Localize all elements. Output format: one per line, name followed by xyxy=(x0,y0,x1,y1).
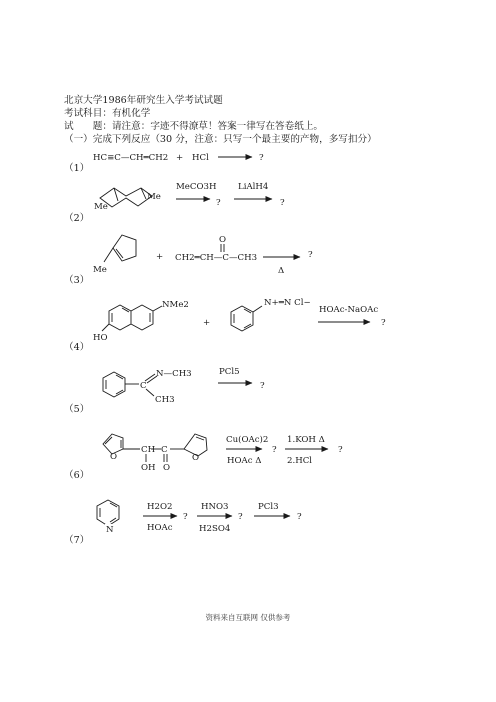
carbon-label: C xyxy=(140,381,147,391)
plus-sign-4: + xyxy=(203,318,211,328)
group-ho: HO xyxy=(93,333,108,343)
question-number-7: （7） xyxy=(64,535,90,546)
reagent-7b-bottom: H2SO4 xyxy=(199,524,231,534)
condition-heat: Δ xyxy=(278,266,285,276)
reagent-6a-bottom: HOAc Δ xyxy=(227,456,262,466)
reagent-4: HOAc-NaOAc xyxy=(319,305,379,315)
product-6b: ? xyxy=(338,445,343,455)
question-number-6: （6） xyxy=(64,470,90,481)
reagent-7c-top: PCl3 xyxy=(258,502,279,512)
diazonium-group: N+═N Cl− xyxy=(264,298,311,308)
page-footer: 资料来自互联网 仅供参考 xyxy=(205,613,291,622)
plus-sign-1: + xyxy=(176,153,184,163)
exam-subject: 考试科目：有机化学 xyxy=(64,108,151,119)
cyclopentene-ring xyxy=(113,235,136,261)
group-nme2: NMe2 xyxy=(162,300,189,310)
reagent-7b-top: HNO3 xyxy=(201,502,229,512)
reaction-5 xyxy=(103,367,265,405)
reagent-6b-top: 1.KOH Δ xyxy=(287,435,325,445)
substituent-me: Me xyxy=(93,265,107,275)
reaction-1 xyxy=(93,153,264,163)
product-5: ? xyxy=(260,381,265,391)
question-number-4: （4） xyxy=(64,342,90,353)
c-label: C xyxy=(161,445,168,455)
carbonyl-oxygen: O xyxy=(219,235,227,245)
ch-label: CH xyxy=(141,445,156,455)
reagent-1: HCl xyxy=(192,153,209,163)
reagent-7a-top: H2O2 xyxy=(147,502,173,512)
product-2b: ? xyxy=(280,198,285,208)
reagent-2b: LiAlH4 xyxy=(238,182,269,192)
product-2a: ? xyxy=(216,198,221,208)
product-7c: ? xyxy=(297,512,302,522)
question-number-1: （1） xyxy=(64,163,90,174)
pyridine-nitrogen: N xyxy=(106,525,114,535)
furan-oxygen-left: O xyxy=(110,452,118,462)
product-4: ? xyxy=(381,318,386,328)
product-3: ? xyxy=(308,250,313,260)
question-number-5: （5） xyxy=(64,404,90,415)
reagent-7a-bottom: HOAc xyxy=(147,523,173,533)
product-7a: ? xyxy=(183,512,188,522)
furan-oxygen-right: O xyxy=(192,453,200,463)
hydroxyl-group: OH xyxy=(141,463,156,473)
reaction-3 xyxy=(93,235,313,276)
question-number-3: （3） xyxy=(64,275,90,286)
reagent-6b-bottom: 2.HCl xyxy=(287,456,313,466)
dienophile: CH2═CH—C—CH3 xyxy=(175,253,258,263)
group-ch3: CH3 xyxy=(155,395,175,405)
reactant-1: HC≡C—CH═CH2 xyxy=(93,153,169,163)
reaction-7 xyxy=(97,500,302,535)
exam-note: 试 题：请注意：字迹不得潦草！答案一律写在答卷纸上。 xyxy=(64,121,324,132)
carbonyl-oxygen: O xyxy=(163,463,171,473)
substituent-me-2: Me xyxy=(94,202,108,212)
substituent-me-1: Me xyxy=(147,192,161,202)
reagent-5: PCl5 xyxy=(219,367,240,377)
reaction-6 xyxy=(103,434,343,473)
furan-ring-left xyxy=(103,434,123,454)
reagent-6a-top: Cu(OAc)2 xyxy=(226,435,269,445)
group-n-ch3: N—CH3 xyxy=(156,369,192,379)
product-1: ? xyxy=(259,153,264,163)
reagent-2a: MeCO3H xyxy=(176,182,217,192)
product-6a: ? xyxy=(272,445,277,455)
product-7b: ? xyxy=(238,512,243,522)
exam-title: 北京大学1986年研究生入学考试试题 xyxy=(64,95,223,106)
section-heading: （一）完成下列反应（30 分，注意：只写一个最主要的产物，多写扣分） xyxy=(64,134,377,145)
reaction-2 xyxy=(94,182,285,212)
question-number-2: （2） xyxy=(64,213,90,224)
plus-sign-3: + xyxy=(156,252,164,262)
reaction-4 xyxy=(93,298,386,343)
